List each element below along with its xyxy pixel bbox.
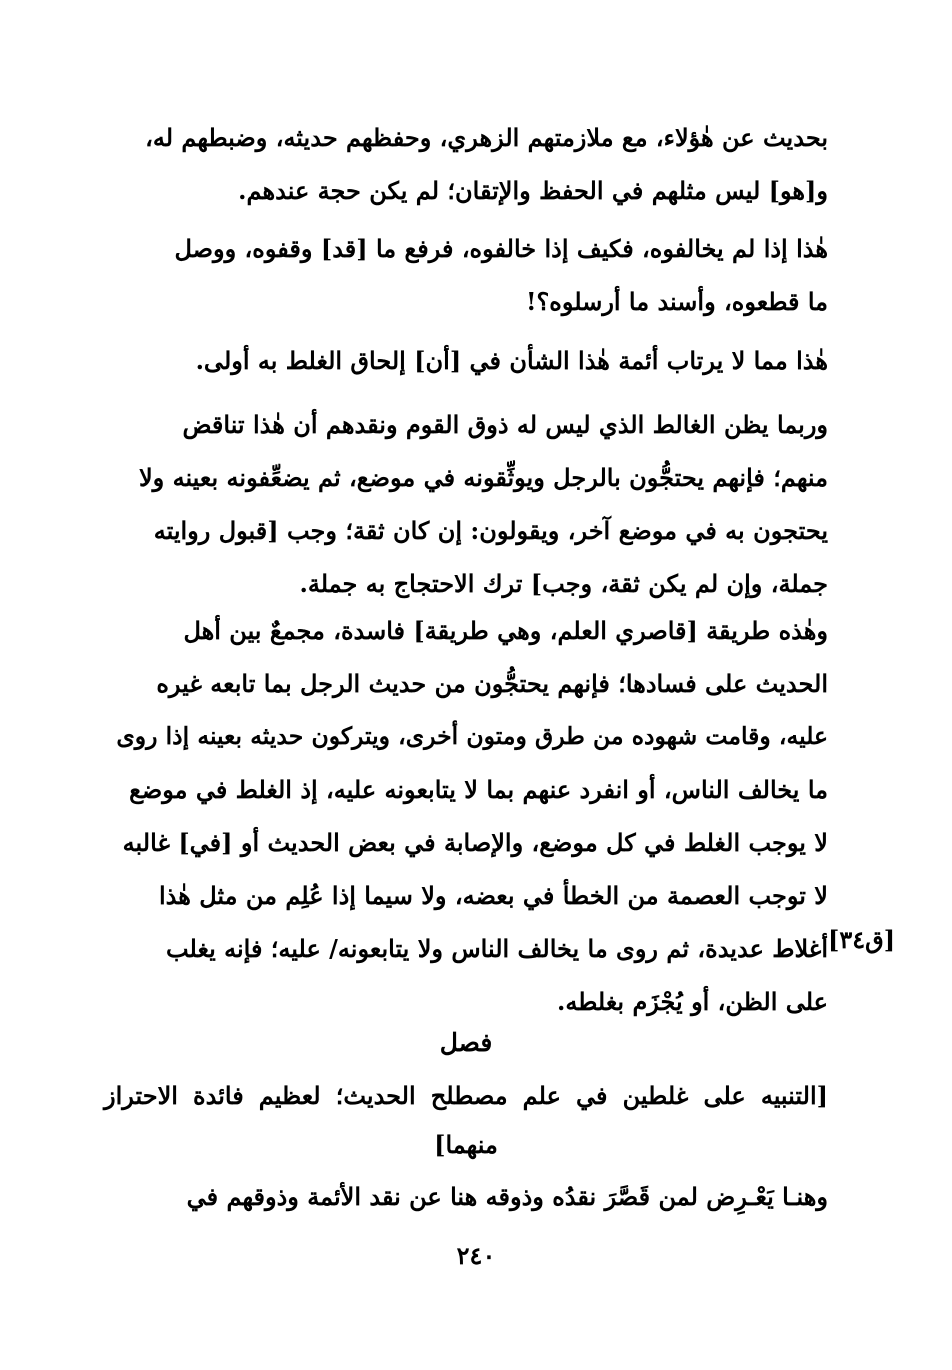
paragraph-line: بحديث عن هٰؤلاء، مع ملازمتهم الزهري، وحفظهم حديثه، وضبطهم له،: [145, 123, 828, 152]
paragraph-line: أغلاط عديدة، ثم روى ما يخالف الناس ولا يتابعونه/ عليه؛ فإنه يغلب: [165, 934, 828, 963]
page-number: ٢٤٠: [456, 1241, 496, 1270]
paragraph-line: وهٰذه طريقة [قاصري العلم، وهي طريقة] فاسدة، مجمعٌ بين أهل: [183, 616, 828, 645]
paragraph-3: [104, 334, 828, 387]
paragraph-line: عليه، وقامت شهوده من طرق ومتون أخرى، ويتركون حديثه بعينه إذا روى: [116, 722, 828, 750]
paragraph-line: لا توجب العصمة من الخطأ في بعضه، ولا سيما إذا عُلِم من مثل هٰذا: [158, 881, 828, 910]
paragraph-2: [104, 222, 828, 328]
paragraph-line: لا يوجب الغلط في كل موضع، والإصابة في بعض الحديث أو [في] غالبه: [122, 828, 828, 857]
paragraph-line: هٰذا إذا لم يخالفوه، فكيف إذا خالفوه، فرفع ما [قد] وقفوه، ووصل: [174, 234, 828, 263]
paragraph-line: الحديث على فسادها؛ فإنهم يحتجُّون من حديث الرجل بما تابعه غيره: [156, 669, 828, 698]
margin-manuscript-ref: [ق٣٤]: [828, 925, 896, 954]
paragraph-line: وهنـا يَعْـرِض لمن قَصَّرَ نقدُه وذوقه هنا عن نقد الأئمة وذوقهم في: [186, 1182, 828, 1211]
section-subheading-line: منهما]: [434, 1130, 498, 1159]
paragraph-line: يحتجون به في موضع آخر، ويقولون: إن كان ثقة؛ وجب [قبول روايته: [153, 516, 828, 545]
paragraph-line: على الظن، أو يُجْزَم بغلطه.: [556, 987, 828, 1016]
paragraph-line: جملة، وإن لم يكن ثقة، وجب] ترك الاحتجاج به جملة.: [299, 569, 828, 598]
paragraph-line: ما قطعوه، وأسند ما أرسلوه؟!: [526, 287, 828, 316]
paragraph-line: هٰذا مما لا يرتاب أئمة هٰذا الشأن في [أن] إلحاق الغلط به أولى.: [195, 346, 828, 375]
final-paragraph: [104, 1170, 828, 1223]
paragraph-1: [104, 111, 828, 217]
section-heading: فصل: [439, 1028, 493, 1057]
section-subheading-line: [التنبيه على غلطين في علم مصطلح الحديث؛ لعظيم فائدة الاحتراز: [104, 1081, 828, 1110]
paragraph-5: [104, 604, 828, 1028]
paragraph-4: [104, 398, 828, 610]
paragraph-line: ما يخالف الناس، أو انفرد عنهم بما لا يتابعونه عليه، إذ الغلط في موضع: [129, 775, 828, 804]
paragraph-line: وربما يظن الغالط الذي ليس له ذوق القوم ونقدهم أن هٰذا تناقض: [182, 410, 828, 439]
paragraph-line: منهم؛ فإنهم يحتجُّون بالرجل ويوثِّقونه في موضع، ثم يضعِّفونه بعينه ولا: [138, 463, 828, 492]
paragraph-line: و[هو] ليس مثلهم في الحفظ والإتقان؛ لم يكن حجة عندهم.: [238, 176, 828, 205]
